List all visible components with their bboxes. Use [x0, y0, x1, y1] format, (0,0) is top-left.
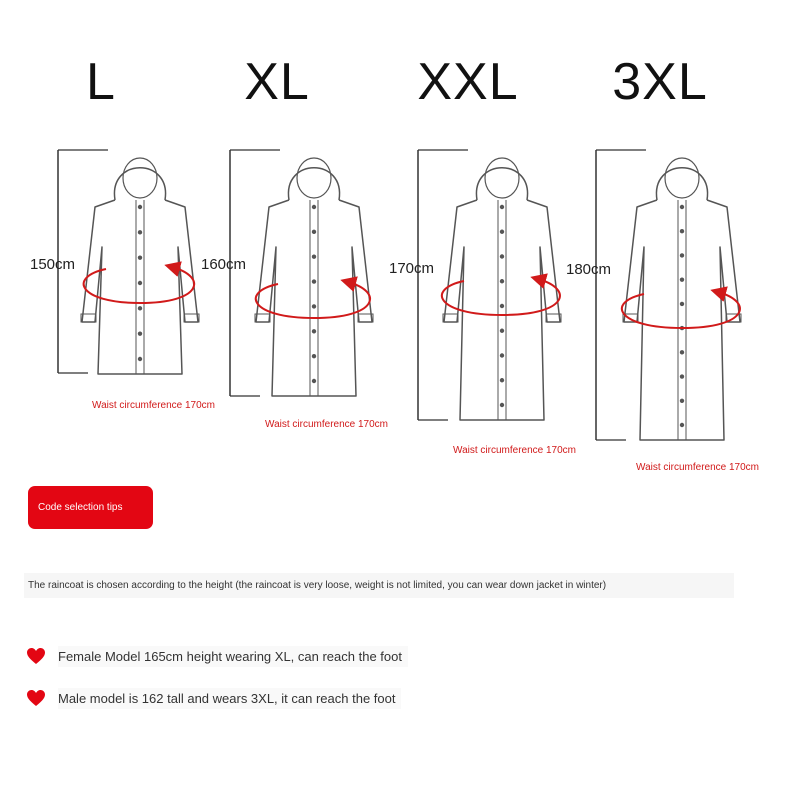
coat-hood-opening: [297, 158, 331, 198]
waist-label-xl: Waist circumference 170cm: [265, 419, 388, 430]
coat-button: [312, 230, 316, 234]
size-label-3xl: 3XL: [612, 53, 708, 111]
coat-body: [256, 200, 372, 396]
coat-hood-opening: [665, 158, 699, 198]
coat-button: [680, 374, 684, 378]
coat-button: [500, 304, 504, 308]
coat-button: [680, 302, 684, 306]
coat-body: [82, 200, 198, 374]
coat-button: [500, 254, 504, 258]
height-label-xxl: 170cm: [389, 260, 435, 277]
coat-hood: [656, 168, 707, 200]
coat-button: [680, 399, 684, 403]
coat-button: [680, 423, 684, 427]
coat-button: [680, 277, 684, 281]
coat-button: [138, 281, 142, 285]
coat-button: [312, 279, 316, 283]
sizing-note: [24, 573, 734, 598]
height-label-xl: 160cm: [201, 256, 247, 273]
coat-button: [500, 279, 504, 283]
coat-button: [138, 331, 142, 335]
coat-button: [500, 205, 504, 209]
model-info-male: [26, 686, 401, 710]
waist-label-3xl: Waist circumference 170cm: [636, 462, 759, 473]
sizing-note-text: The raincoat is chosen according to the height (the raincoat is very loose, weight is not limited, you can wear down jacket in winter): [28, 580, 607, 591]
coat-button: [312, 329, 316, 333]
size-label-xl: XL: [244, 53, 310, 111]
coat-button: [680, 253, 684, 257]
coat-button: [680, 229, 684, 233]
coat-button: [138, 230, 142, 234]
coat-hood-opening: [123, 158, 157, 198]
height-label-3xl: 180cm: [566, 261, 612, 278]
coat-button: [500, 329, 504, 333]
coat-button: [138, 357, 142, 361]
coat-button: [312, 304, 316, 308]
tips-button-label: Code selection tips: [38, 502, 123, 513]
coat-button: [138, 255, 142, 259]
coat-hood: [476, 168, 527, 200]
waist-label-l: Waist circumference 170cm: [92, 400, 215, 411]
coat-button: [680, 205, 684, 209]
height-label-l: 150cm: [30, 256, 76, 273]
coat-button: [138, 205, 142, 209]
model-info-female-text: Female Model 165cm height wearing XL, can reach the foot: [58, 646, 408, 667]
model-info-female: [26, 644, 408, 668]
size-label-xxl: XXL: [417, 53, 519, 111]
coat-hood-opening: [485, 158, 519, 198]
coat-button: [312, 255, 316, 259]
coat-button: [500, 403, 504, 407]
coat-button: [312, 379, 316, 383]
code-selection-tips-button[interactable]: [28, 486, 153, 529]
coat-hood: [288, 168, 339, 200]
coat-button: [500, 353, 504, 357]
waist-label-xxl: Waist circumference 170cm: [453, 445, 576, 456]
model-info-male-text: Male model is 162 tall and wears 3XL, it can reach the foot: [58, 688, 401, 709]
heart-icon: [26, 689, 46, 707]
coat-hood: [114, 168, 165, 200]
size-label-l: L: [86, 53, 116, 111]
coat-button: [312, 354, 316, 358]
coat-button: [138, 306, 142, 310]
coat-body: [624, 200, 740, 440]
coat-button: [680, 350, 684, 354]
heart-icon: [26, 647, 46, 665]
coat-button: [500, 230, 504, 234]
coat-button: [500, 378, 504, 382]
coat-button: [312, 205, 316, 209]
